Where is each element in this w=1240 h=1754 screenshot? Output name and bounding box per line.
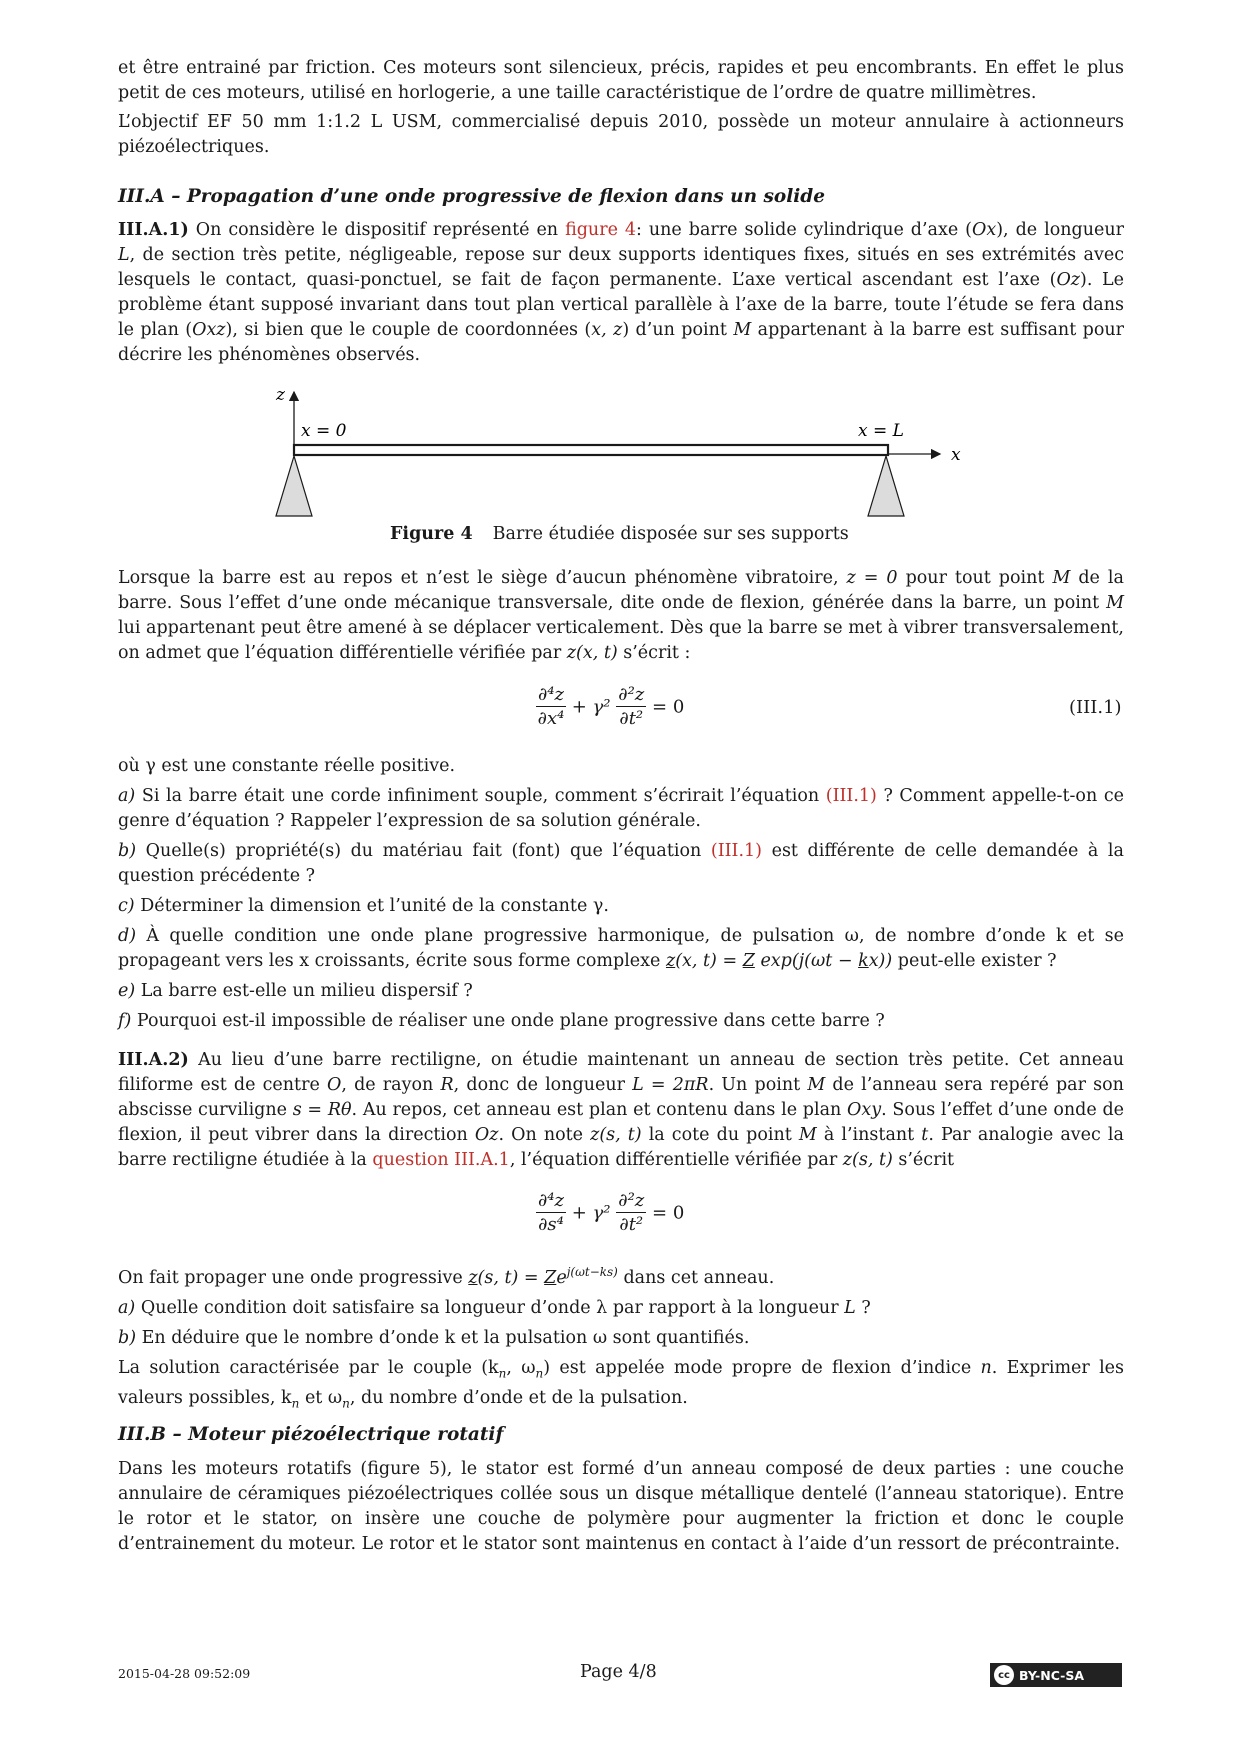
- questions-a1: [118, 754, 1124, 1034]
- figure-4-caption: [390, 524, 849, 544]
- footer-timestamp: 2015-04-28 09:52:09: [118, 1666, 251, 1681]
- math: z(s, t): [842, 1150, 893, 1170]
- math: M: [807, 1075, 826, 1095]
- math-l: L: [118, 245, 130, 265]
- text-segment: , de rayon: [341, 1075, 434, 1095]
- denominator: ∂t²: [619, 708, 644, 729]
- gamma-term: + γ²: [571, 696, 611, 718]
- math-ox: Ox: [972, 220, 997, 240]
- text-segment: ) est appelée mode propre de flexion d’indice: [543, 1357, 972, 1378]
- text-segment: : une barre solide cylindrique d’axe (: [636, 220, 973, 240]
- math-z0: z = 0: [846, 568, 898, 588]
- right-end-label: x = L: [858, 421, 904, 441]
- question-a1-b: [118, 839, 1124, 889]
- gamma-note: où γ est une constante réelle positive.: [118, 756, 456, 776]
- denominator: ∂s⁴: [538, 1214, 564, 1235]
- numerator: ∂⁴z: [538, 684, 565, 705]
- text-segment: La solution caractérisée par le couple (k: [118, 1357, 499, 1378]
- license-badge[interactable]: [990, 1663, 1122, 1687]
- question-a2: [118, 1048, 1124, 1173]
- figure-4-diagram: [0, 380, 1240, 530]
- question-a1-d: [118, 924, 1124, 974]
- math: Oxy: [847, 1100, 882, 1120]
- math: M: [798, 1125, 817, 1145]
- math: z(s, t): [590, 1125, 642, 1145]
- math-oz: Oz: [1056, 270, 1081, 290]
- math-zxt: z(x, t): [566, 643, 618, 663]
- text-segment: Si la barre était une corde infiniment souple, comment s’écrirait l’équation: [141, 786, 820, 806]
- fraction-d2z-dt2: [616, 684, 646, 731]
- text-segment: ) d’un point: [622, 320, 727, 340]
- question-a1-f: [118, 1009, 1124, 1034]
- text-segment: Pourquoi est-il impossible de réaliser une onde plane progressive dans cette barre ?: [136, 1011, 885, 1031]
- text-segment: ), de longueur: [996, 220, 1124, 240]
- text-segment: s’écrit: [898, 1150, 955, 1170]
- math: e: [556, 1267, 567, 1288]
- left-support: [276, 456, 312, 516]
- question-a1-label: III.A.1): [118, 220, 189, 240]
- left-end-label: x = 0: [301, 421, 347, 441]
- subscript: n: [535, 1366, 544, 1381]
- text-segment: , l’équation différentielle vérifiée par: [509, 1150, 838, 1170]
- equation-rhs: = 0: [652, 696, 685, 718]
- text-segment: de la barre. Sous l’effet d’une onde mécanique transversale, dite onde de flexion, générée dans la barre, un point: [118, 568, 1124, 613]
- math: R: [440, 1075, 454, 1095]
- question-a2-label: III.A.2): [118, 1050, 189, 1070]
- math: Z: [742, 951, 755, 971]
- math: (x, t) =: [675, 951, 738, 971]
- text-segment: La barre est-elle un milieu dispersif ?: [140, 981, 473, 1001]
- text-segment: ). Le problème étant supposé invariant dans tout plan vertical parallèle à l’axe de la barre, toute l’étude se fera dans le plan (: [118, 270, 1124, 340]
- text-segment: , du nombre d’onde et de la pulsation.: [349, 1388, 688, 1409]
- question-a2-followup: [118, 1260, 1124, 1417]
- math-xz: x, z: [591, 320, 623, 340]
- question-a2-text: [118, 1048, 1124, 1173]
- section-b: [118, 1422, 1124, 1557]
- question-a1-text: [118, 218, 1124, 368]
- text-segment: Au lieu d’une barre rectiligne, on étudie maintenant un anneau de section très petite. Cet anneau filiforme est de centre: [118, 1050, 1124, 1095]
- text-segment: ?: [861, 1297, 871, 1318]
- question-a2-a: [118, 1296, 1124, 1321]
- text-segment: . Exprimer les valeurs possibles, k: [118, 1357, 1125, 1409]
- question-ref-link[interactable]: question III.A.1: [372, 1150, 510, 1170]
- eigenmode-paragraph: [118, 1356, 1124, 1417]
- beam: [294, 445, 888, 455]
- numerator: ∂²z: [618, 684, 645, 705]
- math: z: [468, 1267, 478, 1288]
- x-axis-label: x: [951, 445, 961, 465]
- text-segment: , ω: [506, 1357, 536, 1378]
- text-segment: et ω: [304, 1388, 343, 1409]
- text-segment: En déduire que le nombre d’onde k et la pulsation ω sont quantifiés.: [141, 1327, 750, 1348]
- denominator: ∂t²: [619, 1214, 644, 1235]
- equation-rhs: = 0: [652, 1202, 685, 1224]
- text-segment: de l’anneau sera repéré par son abscisse curviligne: [118, 1075, 1124, 1120]
- text-segment: . On note: [498, 1125, 584, 1145]
- right-support: [868, 456, 904, 516]
- equation-ref-link[interactable]: (III.1): [825, 786, 877, 806]
- math-m: M: [1052, 568, 1071, 588]
- creative-commons-icon: cc: [994, 1665, 1014, 1685]
- item-label: e): [118, 981, 136, 1001]
- section-b-paragraph: Dans les moteurs rotatifs (figure 5), le stator est formé d’un anneau composé de deux parties : une couche annulaire de céramiques piézoélectriques collée sous un disque métallique dentelé (l’anneau statorique). Entre le rotor et le stator, on insère une couche de polymère pour augmenter la friction et donc le couple d’entrainement du moteur. Le rotor et le stator sont maintenus en contact à l’aide d’un ressort de précontrainte.: [118, 1459, 1124, 1554]
- text-segment: lui appartenant peut être amené à se déplacer verticalement. Dès que la barre se met à vibrer transversalement, on admet que l’équation différentielle vérifiée par: [118, 618, 1124, 663]
- section-a-heading: [118, 184, 1124, 209]
- question-a1-e: [118, 979, 1124, 1004]
- numerator: ∂⁴z: [538, 1190, 565, 1211]
- fraction-d4z-dx4: [536, 684, 566, 731]
- fraction-d4z-ds4: [536, 1190, 566, 1237]
- text-segment: Quelle condition doit satisfaire sa longueur d’onde λ par rapport à la longueur: [140, 1297, 839, 1318]
- gamma-term: + γ²: [571, 1202, 611, 1224]
- math-oxz: Oxz: [192, 320, 226, 340]
- figure-4-caption-label: Figure 4: [390, 524, 473, 544]
- math: L: [844, 1297, 856, 1318]
- item-label: c): [118, 896, 135, 916]
- math: (s, t) =: [477, 1267, 539, 1288]
- question-a1: [118, 218, 1124, 368]
- item-label: b): [118, 841, 137, 861]
- subscript: n: [498, 1366, 507, 1381]
- section-a-title: III.A – Propagation d’une onde progressive de flexion dans un solide: [118, 186, 825, 207]
- text-segment: s’écrit :: [623, 643, 691, 663]
- text-segment: la cote du point: [648, 1125, 792, 1145]
- math-m: M: [733, 320, 752, 340]
- text-segment: On fait propager une onde progressive: [118, 1267, 463, 1288]
- item-label: f): [118, 1011, 132, 1031]
- rest-paragraph: [118, 566, 1124, 666]
- rest-text: [118, 566, 1124, 666]
- math: z: [665, 951, 676, 971]
- math: exp(j(ωt −: [760, 951, 853, 971]
- license-text: BY-NC-SA: [1019, 1667, 1085, 1683]
- math-m: M: [1106, 593, 1124, 613]
- intro: [118, 56, 1124, 160]
- intro-paragraph-2: L’objectif EF 50 mm 1:1.2 L USM, commercialisé depuis 2010, possède un moteur annulaire à actionneurs piézoélectriques.: [118, 112, 1124, 157]
- wave-statement: [118, 1260, 1124, 1291]
- math: x)): [868, 951, 893, 971]
- item-label: a): [118, 786, 136, 806]
- text-segment: , de section très petite, négligeable, repose sur deux supports identiques fixes, situés en ses extrémités avec lesquels le contact, quasi-ponctuel, se fait de façon permanente. L’axe vertical ascendant est l’axe (: [118, 245, 1124, 290]
- text-segment: ? Comment appelle-t-on ce genre d’équation ? Rappeler l’expression de sa solution générale.: [118, 786, 1124, 831]
- text-segment: pour tout point: [905, 568, 1045, 588]
- math: O: [326, 1075, 342, 1095]
- question-a2-b: [118, 1326, 1124, 1351]
- question-a1-a: [118, 784, 1124, 834]
- numerator: ∂²z: [618, 1190, 645, 1211]
- text-segment: . Au repos, cet anneau est plan et contenu dans le plan: [351, 1100, 842, 1120]
- question-a1-c: [118, 894, 1124, 919]
- text-segment: , donc de longueur: [453, 1075, 625, 1095]
- section-b-title: III.B – Moteur piézoélectrique rotatif: [118, 1424, 504, 1445]
- math: Z: [544, 1267, 557, 1288]
- text-segment: Lorsque la barre est au repos et n’est le siège d’aucun phénomène vibratoire,: [118, 568, 839, 588]
- text-segment: . Un point: [708, 1075, 801, 1095]
- item-label: a): [118, 1297, 136, 1318]
- figure-4-caption-text: Barre étudiée disposée sur ses supports: [492, 524, 849, 544]
- text-segment: . Sous l’effet d’une onde de flexion, il peut vibrer dans la direction: [118, 1100, 1124, 1145]
- math: L = 2πR: [632, 1075, 709, 1095]
- math-exponent: j(ωt−ks): [566, 1265, 618, 1279]
- subscript: n: [291, 1396, 300, 1411]
- text-segment: appartenant à la barre est suffisant pour décrire les phénomènes observés.: [118, 320, 1124, 365]
- equation-tag-iii-1: (III.1): [1069, 697, 1122, 718]
- text-segment: à l’instant: [823, 1125, 915, 1145]
- page-number: Page 4/8: [580, 1662, 657, 1682]
- item-label: b): [118, 1327, 137, 1348]
- text-segment: dans cet anneau.: [623, 1267, 775, 1288]
- text-segment: ), si bien que le couple de coordonnées (: [225, 320, 592, 340]
- text-segment: Quelle(s) propriété(s) du matériau fait (font) que l’équation: [145, 841, 702, 861]
- fraction-d2z-dt2: [616, 1190, 646, 1237]
- denominator: ∂x⁴: [537, 708, 565, 729]
- intro-paragraph-1: et être entrainé par friction. Ces moteurs sont silencieux, précis, rapides et peu encombrants. En effet le plus petit de ces moteurs, utilisé en horlogerie, a une taille caractéristique de l’ordre de quatre millimètres.: [118, 58, 1124, 103]
- equation-iii-1: [536, 684, 684, 731]
- equation-ring: [536, 1190, 684, 1237]
- text-segment: Déterminer la dimension et l’unité de la constante γ.: [140, 896, 609, 916]
- text-segment: . Par analogie avec la barre rectiligne étudiée à la: [118, 1125, 1124, 1170]
- figure-4-link[interactable]: figure 4: [565, 220, 637, 240]
- math: t: [921, 1125, 929, 1145]
- item-label: d): [118, 926, 137, 946]
- text-segment: On considère le dispositif représenté en: [195, 220, 559, 240]
- equation-ref-link[interactable]: (III.1): [710, 841, 762, 861]
- text-segment: peut-elle exister ?: [897, 951, 1057, 971]
- text-segment: est différente de celle demandée à la question précédente ?: [118, 841, 1124, 886]
- math: Oz: [474, 1125, 499, 1145]
- subscript: n: [342, 1396, 350, 1411]
- math: s = Rθ: [292, 1100, 352, 1120]
- math: k: [858, 951, 869, 971]
- text-segment: À quelle condition une onde plane progressive harmonique, de pulsation ω, de nombre d’onde k et se propageant vers les x croissants, écrite sous forme complexe: [118, 926, 1124, 971]
- math: n: [980, 1357, 992, 1378]
- z-axis-label: z: [276, 385, 285, 405]
